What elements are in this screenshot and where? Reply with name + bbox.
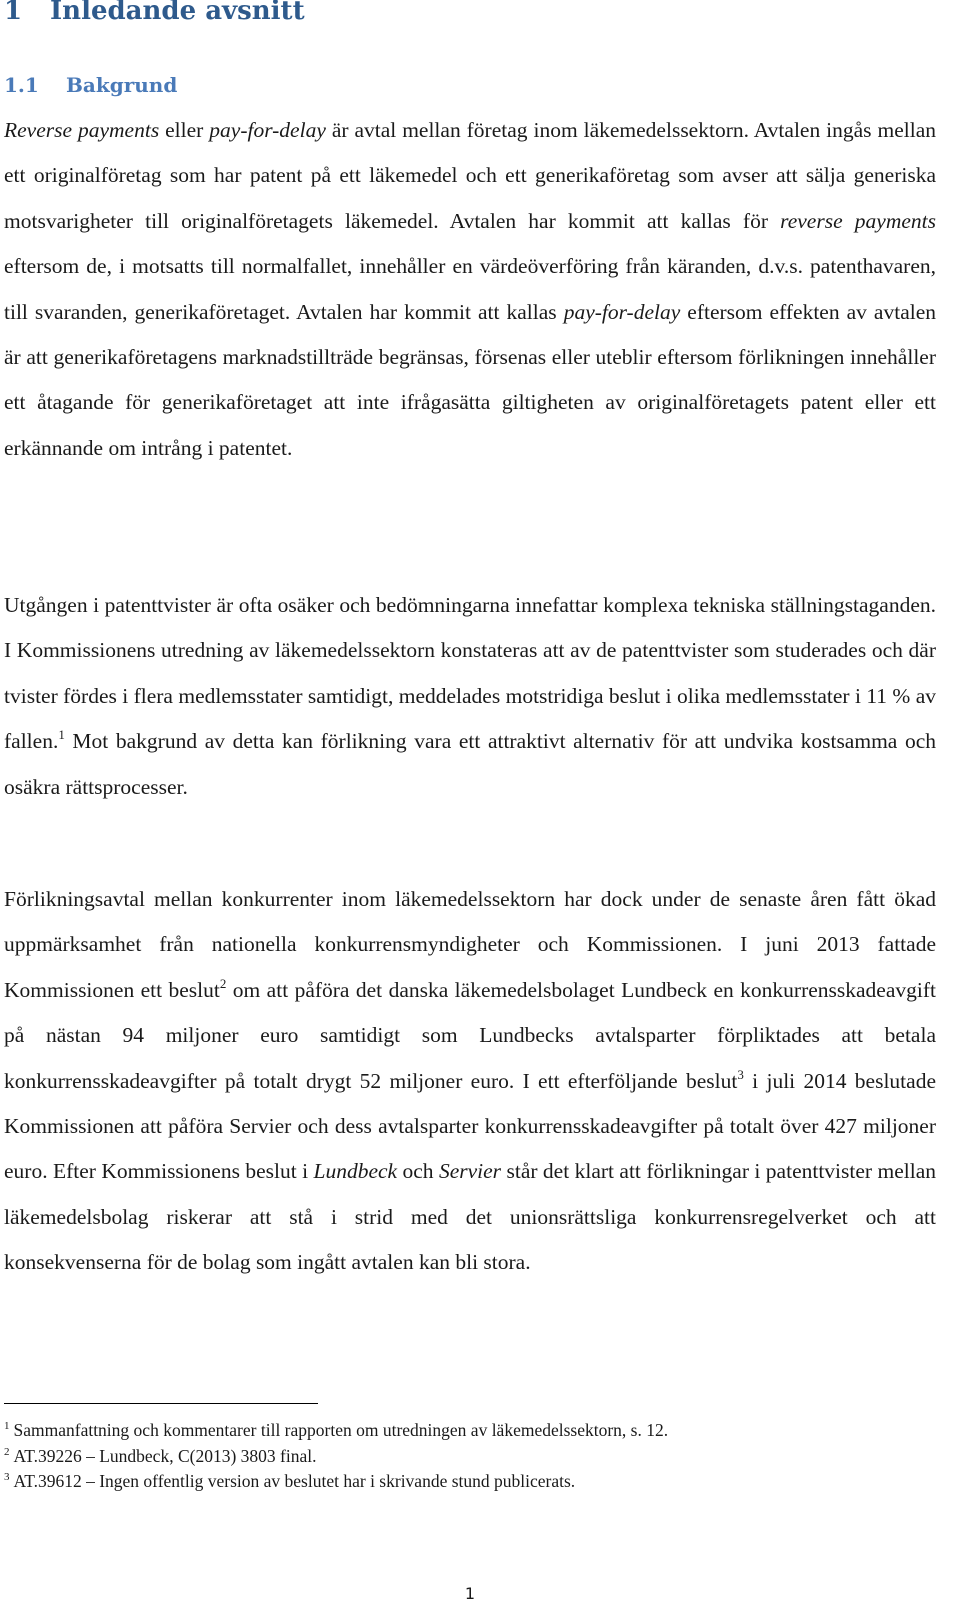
footnotes <box>4 1418 936 1495</box>
footnote-ref-2[interactable]: 2 <box>219 975 227 991</box>
section-number: 1.1 <box>4 73 39 97</box>
text-run: Mot bakgrund av detta kan förlikning vara ett attraktivt alternativ för att undvika kostsamma och osäkra rättsprocesser. <box>4 729 936 799</box>
text-run: eller <box>159 118 210 142</box>
paragraph-patent-disputes <box>4 583 936 810</box>
footnote-text: AT.39226 – Lundbeck, C(2013) 3803 final. <box>13 1445 317 1466</box>
term-pay-for-delay: pay-for-delay <box>209 118 326 142</box>
text-run: Förlikningsavtal mellan konkurrenter inom läkemedelssektorn har dock under de senaste åren fått ökad uppmärksamhet från nationella konkurrensmyndigheter och Kommissionen. I juni 2013 fattade Kommissionen ett beslut <box>4 887 936 1002</box>
footnote-text: Sammanfattning och kommentarer till rapporten om utredningen av läkemedelssektorn, s. 12. <box>13 1420 669 1440</box>
chapter-number: 1 <box>4 0 23 26</box>
paragraph-settlement-agreements <box>4 877 936 1286</box>
term-pay-for-delay-2: pay-for-delay <box>563 299 681 324</box>
chapter-heading <box>4 0 936 28</box>
page-number: 1 <box>464 1584 476 1603</box>
text-run: i juli 2014 beslutade Kommissionen att påföra Servier och dess avtalsparter konkurrensskadeavgifter på totalt över 427 miljoner euro. Efter Kommissionens beslut i <box>4 1068 936 1184</box>
section-title: Bakgrund <box>66 73 178 97</box>
footnote-number: 2 <box>4 1445 10 1458</box>
term-reverse-payments: Reverse payments <box>4 118 160 142</box>
footnote-number: 3 <box>4 1471 10 1483</box>
text-run: Utgången i patenttvister är ofta osäker och bedömningarna innefattar komplexa tekniska ställningstaganden. I Kommissionens utredning av läkemedelssektorn konstateras att av de patenttvister som studerades och där tvister fördes i flera medlemsstater samtidigt, meddelades motstridiga beslut i olika medlemsstater i 11 % av fallen. <box>4 593 936 754</box>
footnote-2 <box>4 1444 936 1470</box>
chapter-title: Inledande avsnitt <box>50 0 305 26</box>
footnote-separator <box>4 1403 318 1404</box>
footnote-text: AT.39612 – Ingen offentlig version av beslutet har i skrivande stund publicerats. <box>13 1471 576 1491</box>
footnote-ref-1[interactable]: 1 <box>58 727 65 743</box>
text-run: är avtal mellan företag inom läkemedelssektorn. Avtalen ingås mellan ett originalföretag som har patent på ett läkemedel och ett generikaföretag som avser att sälja generiska motsvarigheter till originalföretagets läkemedel. Avtalen har kommit att kallas för <box>4 118 936 233</box>
text-run: och <box>397 1159 439 1184</box>
term-reverse-payments-2: reverse payments <box>780 208 936 233</box>
paragraph-background <box>4 108 936 471</box>
case-servier: Servier <box>438 1159 502 1184</box>
text-run: eftersom de, i motsatts till normalfallet, innehåller en värdeöverföring från käranden, d.v.s. patenthavaren, till svaranden, generikaföretaget. Avtalen har kommit att kallas <box>4 254 936 324</box>
case-lundbeck: Lundbeck <box>313 1159 398 1184</box>
footnote-3 <box>4 1469 936 1495</box>
footnote-number: 1 <box>4 1420 10 1432</box>
document-page <box>4 0 937 1603</box>
footnote-1 <box>4 1418 936 1444</box>
section-heading <box>4 70 177 100</box>
footnote-ref-3[interactable]: 3 <box>737 1066 744 1082</box>
text-run: står det klart att förlikningar i patenttvister mellan läkemedelsbolag riskerar att stå i strid med det unionsrättsliga konkurrensregelverket och att konsekvenserna för de bolag som ingått avtalen kan bli stora. <box>4 1159 936 1275</box>
text-run: om att påföra det danska läkemedelsbolaget Lundbeck en konkurrensskadeavgift på nästan 94 miljoner euro samtidigt som Lundbecks avtalsparter förpliktades att betala konkurrensskadeavgifter på totalt drygt 52 miljoner euro. I ett efterföljande beslut <box>4 977 937 1093</box>
text-run: eftersom effekten av avtalen är att generikaföretagens marknadstillträde begränsas, försenas eller uteblir eftersom förlikningen innehåller ett åtagande för generikaföretaget att inte ifrågasätta giltigheten av originalföretagets patent eller ett erkännande om intrång i patentet. <box>4 299 937 460</box>
